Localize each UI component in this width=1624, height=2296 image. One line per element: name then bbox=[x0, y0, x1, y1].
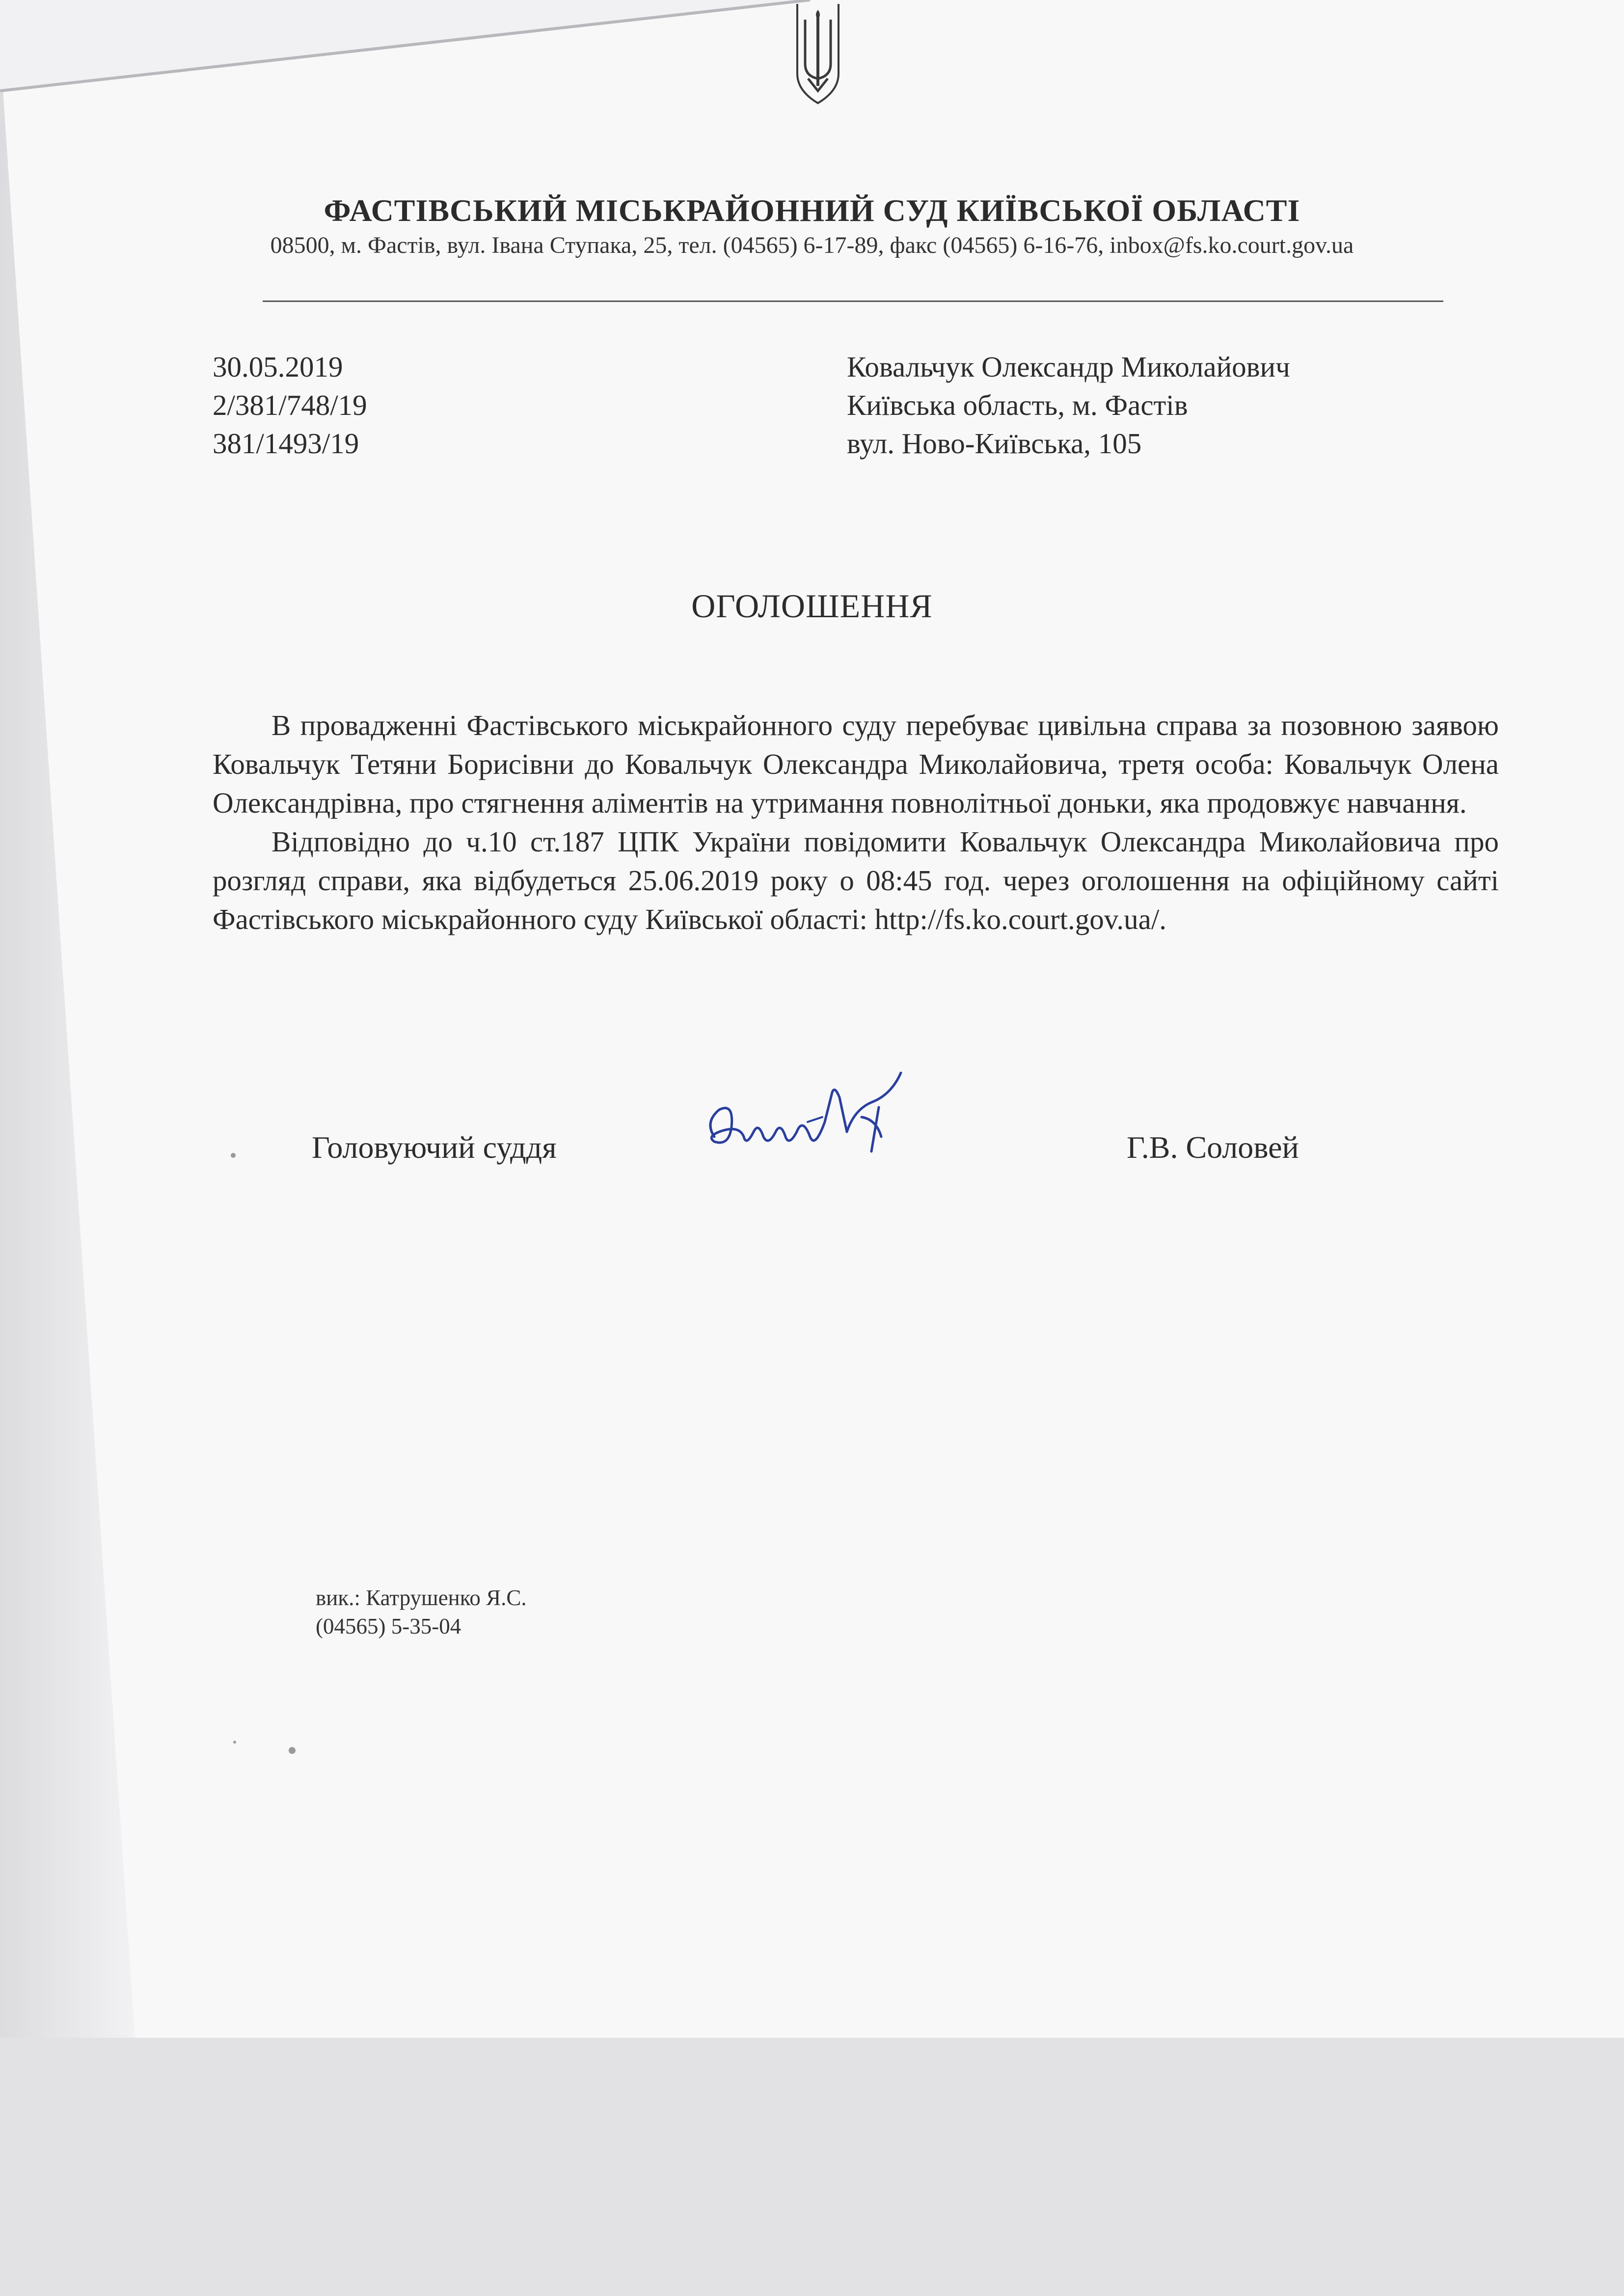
scanner-bottom-strip bbox=[0, 2038, 1624, 2296]
addressee-street: вул. Ново-Київська, 105 bbox=[847, 427, 1142, 460]
court-address: 08500, м. Фастів, вул. Івана Ступака, 25, тел. (04565) 6-17-89, факс (04565) 6-16-76, inbox@fs.ko.court.gov.ua bbox=[270, 232, 1354, 258]
addressee-name: Ковальчук Олександр Миколайович bbox=[847, 351, 1290, 383]
executor-name: вик.: Катрушенко Я.С. bbox=[316, 1585, 527, 1610]
judge-role: Головуючий суддя bbox=[312, 1130, 557, 1165]
body-paragraph: Відповідно до ч.10 ст.187 ЦПК України повідомити Ковальчук Олександра Миколайовича про розгляд справи, яка відбудеться 25.06.2019 року о 08:45 год. через оголошення на офіційному сайті Фастівського міськрайонного суду Київської області: http://fs.ko.court.gov.ua/. bbox=[213, 825, 1499, 935]
case-number: 2/381/748/19 bbox=[213, 389, 367, 421]
judge-name: Г.В. Соловей bbox=[1127, 1130, 1299, 1165]
header-divider bbox=[263, 301, 1443, 302]
addressee-block bbox=[847, 348, 1290, 463]
document-date: 30.05.2019 bbox=[213, 351, 343, 383]
document-title: ОГОЛОШЕННЯ bbox=[691, 587, 933, 625]
body-paragraph: В провадженні Фастівського міськрайонного суду перебуває цивільна справа за позовною заявою Ковальчук Тетяни Борисівни до Ковальчук Олександра Миколайовича, третя особа: Ковальчук Олена Олександрівна, про стягнення аліментів на утримання повнолітньої доньки, яка продовжує навчання. bbox=[213, 709, 1499, 819]
reference-block bbox=[213, 348, 367, 463]
document-body bbox=[213, 706, 1499, 939]
scan-speck bbox=[289, 1747, 296, 1754]
trident-coat-of-arms-icon bbox=[794, 0, 841, 108]
addressee-region: Київська область, м. Фастів bbox=[847, 389, 1188, 421]
executor-block bbox=[316, 1584, 527, 1640]
court-name: ФАСТІВСЬКИЙ МІСЬКРАЙОННИЙ СУД КИЇВСЬКОЇ ОБЛАСТІ bbox=[324, 193, 1300, 228]
executor-phone: (04565) 5-35-04 bbox=[316, 1614, 461, 1639]
proceeding-number: 381/1493/19 bbox=[213, 427, 359, 460]
scan-speck bbox=[231, 1153, 236, 1158]
scan-speck bbox=[233, 1741, 236, 1744]
handwritten-signature bbox=[685, 1063, 930, 1181]
